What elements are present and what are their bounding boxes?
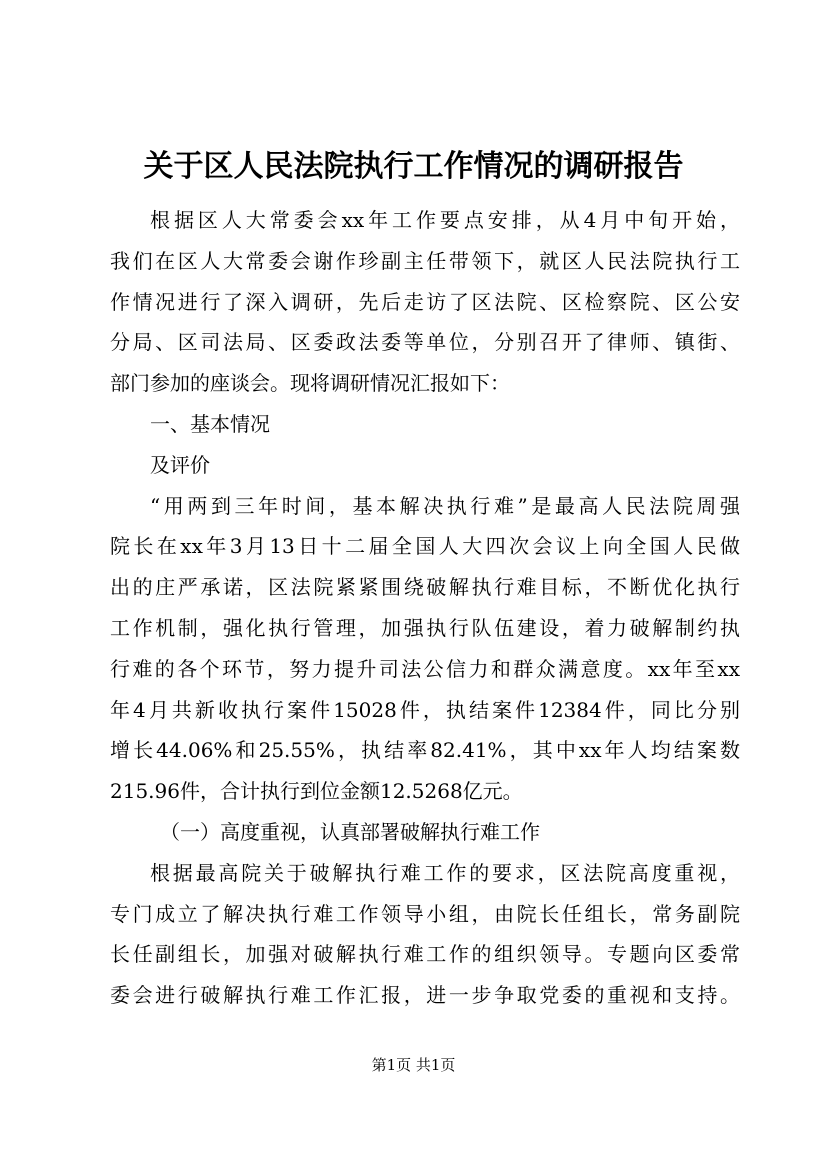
paragraph-line: 部门参加的座谈会。现将调研情况汇报如下： bbox=[110, 371, 510, 396]
paragraph-line: 出的庄严承诺，区法院紧紧围绕破解执行难目标，不断优化执行 bbox=[110, 575, 740, 600]
paragraph-line: 专门成立了解决执行难工作领导小组，由院长任组长，常务副院 bbox=[110, 901, 740, 926]
paragraph-line: 根据最高院关于破解执行难工作的要求，区法院高度重视， bbox=[150, 860, 740, 885]
subsection-heading: （一）高度重视，认真部署破解执行难工作 bbox=[160, 819, 540, 844]
paragraph-line: 长任副组长，加强对破解执行难工作的组织领导。专题向区委常 bbox=[110, 942, 740, 967]
paragraph-line: 我们在区人大常委会谢作珍副主任带领下，就区人民法院执行工 bbox=[110, 248, 740, 273]
document-title: 关于区人民法院执行工作情况的调研报告 bbox=[143, 149, 684, 184]
document-body bbox=[110, 200, 740, 1016]
section-heading: 一、基本情况 bbox=[150, 411, 270, 436]
paragraph-line: 年4月共新收执行案件15028件，执结案件12384件，同比分别 bbox=[110, 697, 740, 722]
paragraph-line: 215.96件，合计执行到位金额12.5268亿元。 bbox=[110, 779, 523, 804]
paragraph-line: 工作机制，强化执行管理，加强执行队伍建设，着力破解制约执 bbox=[110, 615, 740, 640]
paragraph-line: 院长在xx年3月13日十二届全国人大四次会议上向全国人民做 bbox=[110, 534, 740, 559]
paragraph-line: 根据区人大常委会xx年工作要点安排，从4月中旬开始， bbox=[150, 208, 740, 232]
page-footer: 第1页 共1页 bbox=[371, 1056, 456, 1074]
paragraph-line: 委会进行破解执行难工作汇报，进一步争取党委的重视和支持。 bbox=[110, 983, 740, 1008]
section-heading-continuation: 及评价 bbox=[150, 452, 210, 477]
paragraph-line: 行难的各个环节，努力提升司法公信力和群众满意度。xx年至xx bbox=[110, 656, 740, 681]
paragraph-line: 分局、区司法局、区委政法委等单位，分别召开了律师、镇街、 bbox=[110, 330, 740, 355]
paragraph-line: 增长44.06%和25.55%，执结率82.41%，其中xx年人均结案数 bbox=[110, 738, 740, 763]
paragraph-line: “用两到三年时间，基本解决执行难”是最高人民法院周强 bbox=[150, 493, 740, 518]
paragraph-line: 作情况进行了深入调研，先后走访了区法院、区检察院、区公安 bbox=[110, 289, 740, 314]
